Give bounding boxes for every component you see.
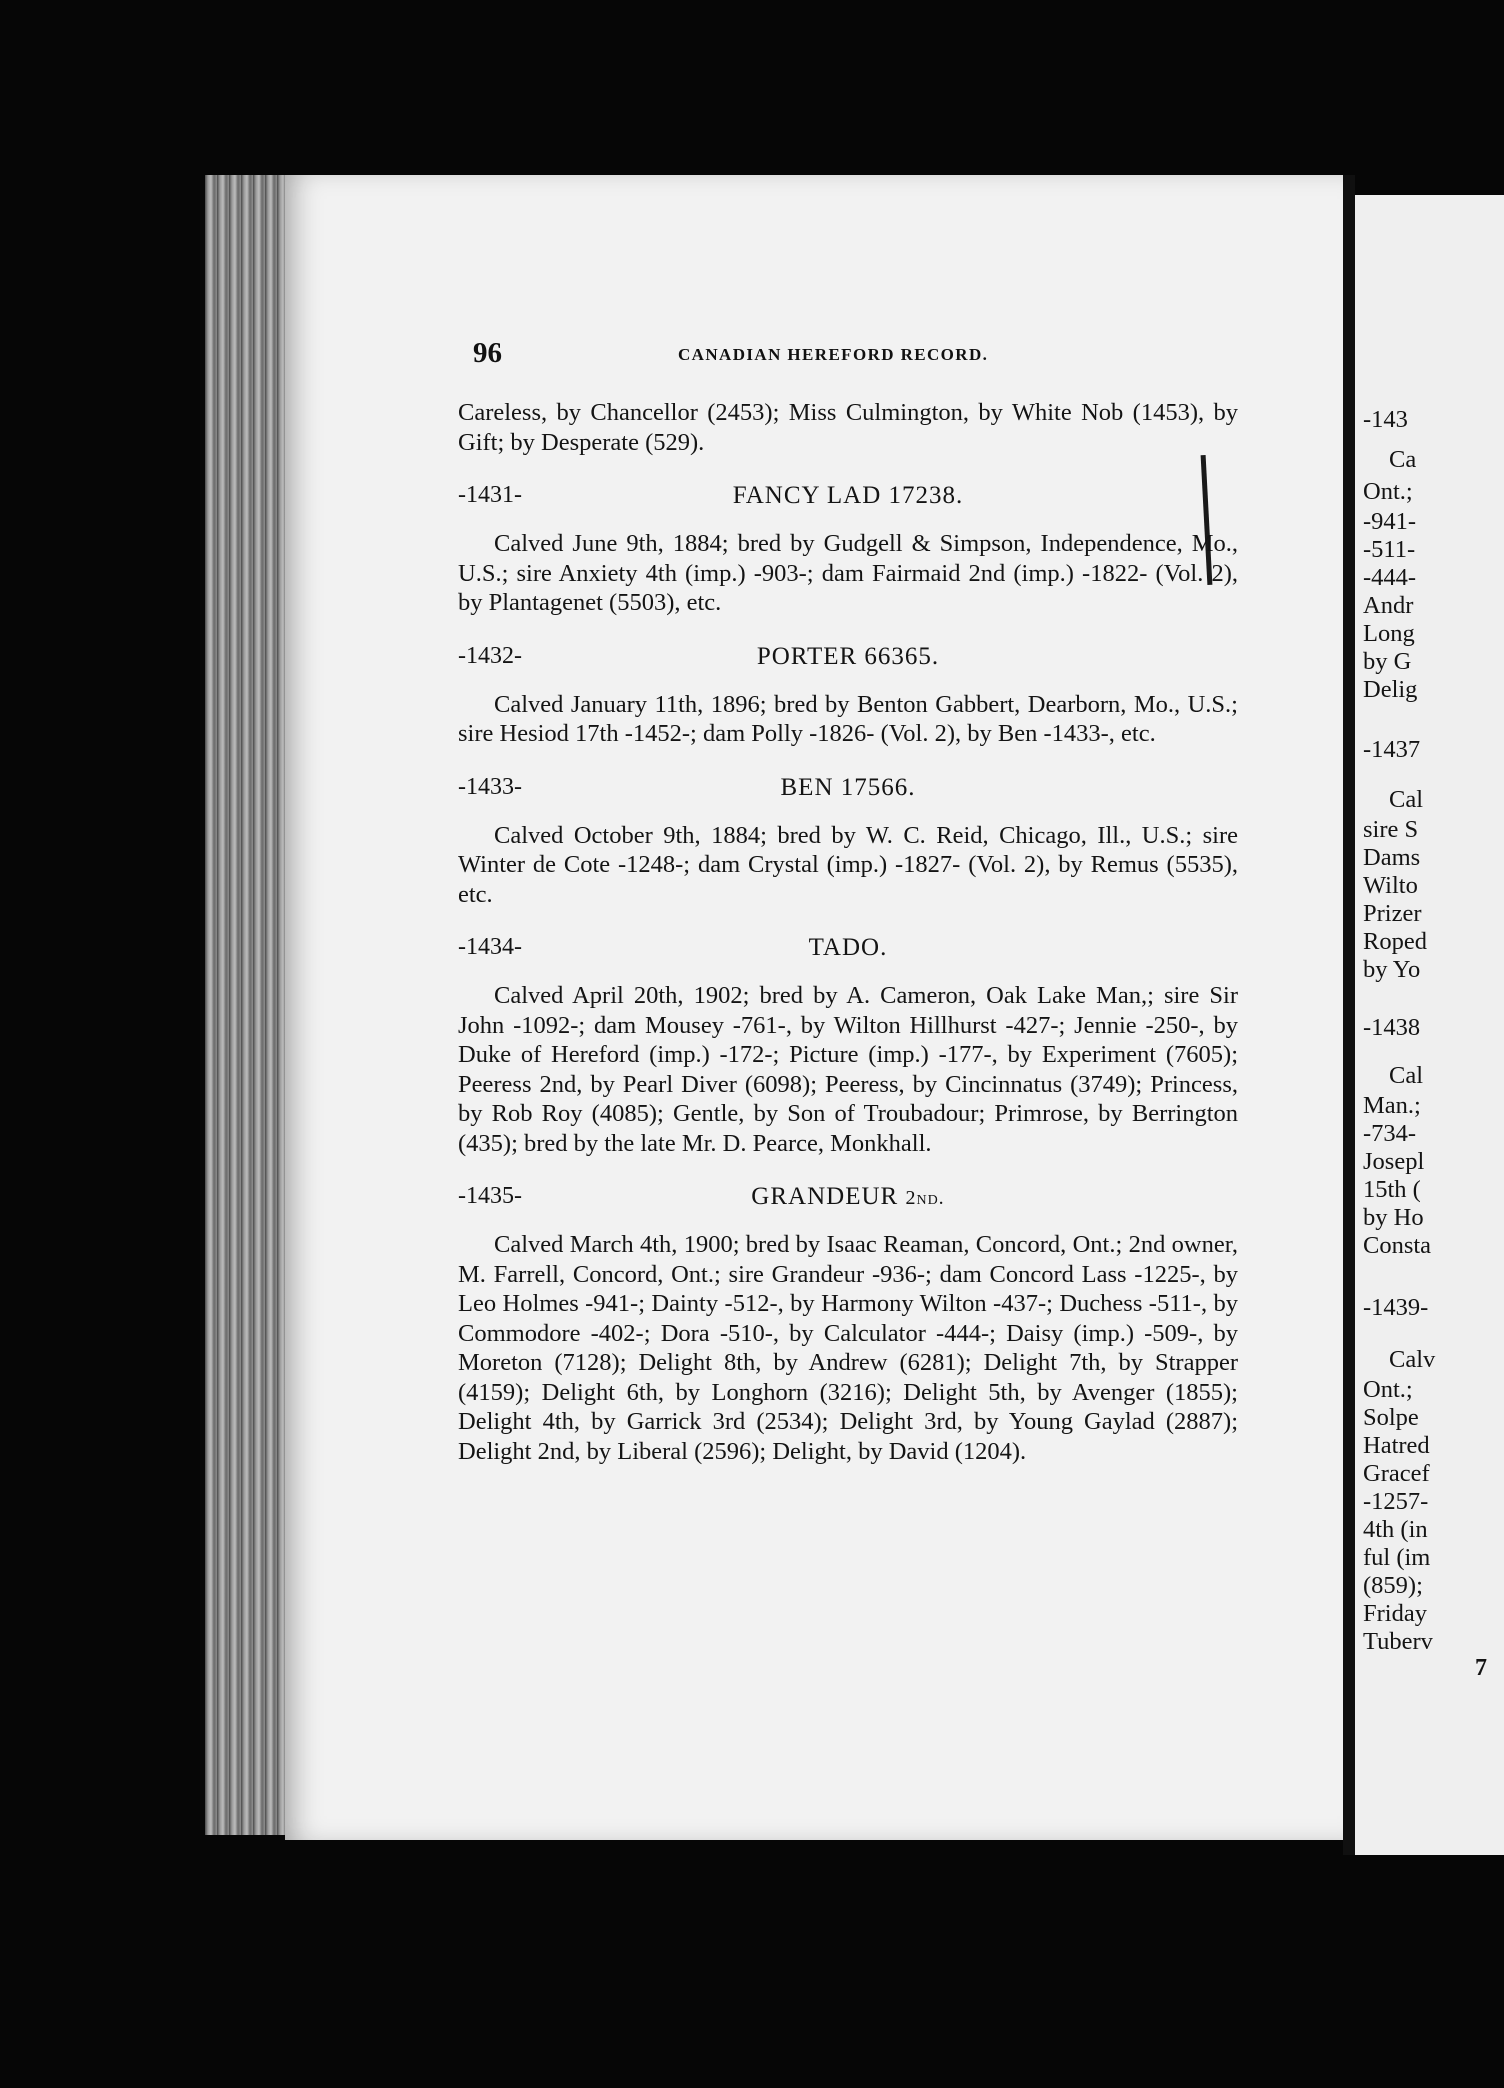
adjacent-page-line: Dams <box>1363 844 1421 871</box>
adjacent-page-line: 15th ( <box>1363 1176 1421 1203</box>
entry-name-suffix: 2nd. <box>905 1187 945 1209</box>
adjacent-page-line: Tuberv <box>1363 1628 1433 1655</box>
adjacent-page-line: -444- <box>1363 564 1417 591</box>
adjacent-page-marker: 7 <box>1475 1655 1487 1681</box>
adjacent-page-line: Ont.; <box>1363 1376 1413 1403</box>
entry-text: Calved January 11th, 1896; bred by Benton Gabbert, Dearborn, Mo., U.S.; sire Hesiod 17th -1452-; dam Polly -1826- (Vol. 2), by Ben -1433-, etc. <box>458 690 1238 747</box>
entry-name-main: GRANDEUR <box>751 1183 899 1210</box>
adjacent-page-line: by G <box>1363 648 1412 675</box>
adjacent-page-line: -941- <box>1363 508 1417 535</box>
page-number: 96 <box>473 337 502 369</box>
adjacent-page-line: Cal <box>1389 1062 1424 1089</box>
adjacent-page-line: Cal <box>1389 786 1424 813</box>
adjacent-page-line: Long <box>1363 620 1415 647</box>
entry-number: -1435- <box>458 1183 522 1209</box>
entry-number: -1434- <box>458 934 522 960</box>
entry-text: Calved March 4th, 1900; bred by Isaac Reaman, Concord, Ont.; 2nd owner, M. Farrell, Concord, Ont.; sire Grandeur -936-; dam Concord Lass -1225-, by Leo Holmes -941-; Dainty -512-, by Harmony Wilton -437-; Duchess -511-, by Commodore -402-; Dora -510-, by Calculator -444-; Daisy (imp.) -509-, by Moreton (7128); Delight 8th, by Andrew (6281); Delight 7th, by Strapper (4159); Delight 6th, by Longhorn (3216); Delight 5th, by Avenger (1855); Delight 4th, by Garrick 3rd (2534); Delight 3rd, by Young Gaylad (2887); Delight 2nd, by Liberal (2596); Delight, by David (1204). <box>458 1231 1238 1465</box>
adjacent-page-line: -143 <box>1363 406 1408 433</box>
entry-1434 <box>458 933 1238 1158</box>
adjacent-page-line: Solpe <box>1363 1404 1419 1431</box>
intro-paragraph: Careless, by Chancellor (2453); Miss Culmington, by White Nob (1453), by Gift; by Desperate (529). <box>458 399 1238 456</box>
adjacent-page-line: Roped <box>1363 928 1427 955</box>
entry-heading <box>458 1182 1238 1214</box>
adjacent-page-line: Delig <box>1363 676 1418 703</box>
adjacent-page-line: Hatred <box>1363 1432 1430 1459</box>
adjacent-page-line: -734- <box>1363 1120 1417 1147</box>
adjacent-page-line: Gracef <box>1363 1460 1430 1487</box>
entry-heading <box>458 481 1238 513</box>
entry-number: -1431- <box>458 482 522 508</box>
entry-name: BEN 17566. <box>780 773 916 801</box>
entry-text: Calved June 9th, 1884; bred by Gudgell & Simpson, Independence, Mo., U.S.; sire Anxiety 4th (imp.) -903-; dam Fairmaid 2nd (imp.) -1822- (Vol. 2), by Plantagenet (5503), etc. <box>458 530 1238 616</box>
entry-name: FANCY LAD 17238. <box>732 482 964 509</box>
running-head: CANADIAN HEREFORD RECORD. <box>678 345 989 364</box>
entry-1433 <box>458 773 1238 910</box>
adjacent-page-line: Consta <box>1363 1232 1432 1259</box>
entry-heading <box>458 642 1238 674</box>
adjacent-page-line: sire S <box>1363 816 1419 843</box>
adjacent-page-line: (859); <box>1363 1572 1423 1599</box>
page-content <box>458 398 1238 1466</box>
adjacent-page-line: Wilto <box>1363 872 1418 899</box>
adjacent-page-line: Andr <box>1363 592 1414 619</box>
book-page-edges <box>205 175 289 1835</box>
entry-number: -1432- <box>458 642 522 669</box>
entry-text: Calved October 9th, 1884; bred by W. C. Reid, Chicago, Ill., U.S.; sire Winter de Cote -1248-; dam Crystal (imp.) -1827- (Vol. 2), by Remus (5535), etc. <box>458 821 1238 908</box>
adjacent-page-line: Calv <box>1389 1346 1436 1373</box>
adjacent-page-line: ful (im <box>1363 1544 1431 1571</box>
entry-1431 <box>458 481 1238 618</box>
entry-text: Calved April 20th, 1902; bred by A. Cameron, Oak Lake Man,; sire Sir John -1092-; dam Mousey -761-, by Wilton Hillhurst -427-; Jennie -250-, by Duke of Hereford (imp.) -172-; Picture (imp.) -177-, by Experiment (7605); Peeress 2nd, by Pearl Diver (6098); Peeress, by Cincinnatus (3749); Princess, by Rob Roy (4085); Gentle, by Son of Troubadour; Primrose, by Berrington (435); bred by the late Mr. D. Pearce, Monkhall. <box>458 982 1238 1157</box>
entry-name <box>458 1182 1238 1214</box>
entry-1435 <box>458 1182 1238 1466</box>
adjacent-page-line: -1437 <box>1363 736 1421 763</box>
adjacent-page-line: Ca <box>1389 446 1417 473</box>
adjacent-page-line: Friday <box>1363 1600 1427 1627</box>
adjacent-page-line: -1439- <box>1363 1294 1429 1321</box>
adjacent-page-line: -511- <box>1363 536 1416 563</box>
book-gutter <box>1343 175 1355 1855</box>
adjacent-page-line: -1257- <box>1363 1488 1429 1515</box>
entry-heading <box>458 933 1238 965</box>
entry-number: -1433- <box>458 773 522 800</box>
entry-1432 <box>458 642 1238 749</box>
adjacent-page-line: Prizer <box>1363 900 1422 927</box>
adjacent-page-line: by Yo <box>1363 956 1421 983</box>
page-header <box>473 337 1238 377</box>
entry-heading <box>458 773 1238 805</box>
adjacent-page-line: Josepl <box>1363 1148 1425 1175</box>
adjacent-page-line: by Ho <box>1363 1204 1424 1231</box>
adjacent-page-line: -1438 <box>1363 1014 1421 1041</box>
adjacent-page-line: 4th (in <box>1363 1516 1428 1543</box>
adjacent-page-line: Man.; <box>1363 1092 1421 1119</box>
adjacent-page-fragment <box>1355 195 1504 1855</box>
entry-name: PORTER 66365. <box>756 642 940 670</box>
entry-name: TADO. <box>808 934 888 961</box>
adjacent-page-line: Ont.; <box>1363 478 1413 505</box>
